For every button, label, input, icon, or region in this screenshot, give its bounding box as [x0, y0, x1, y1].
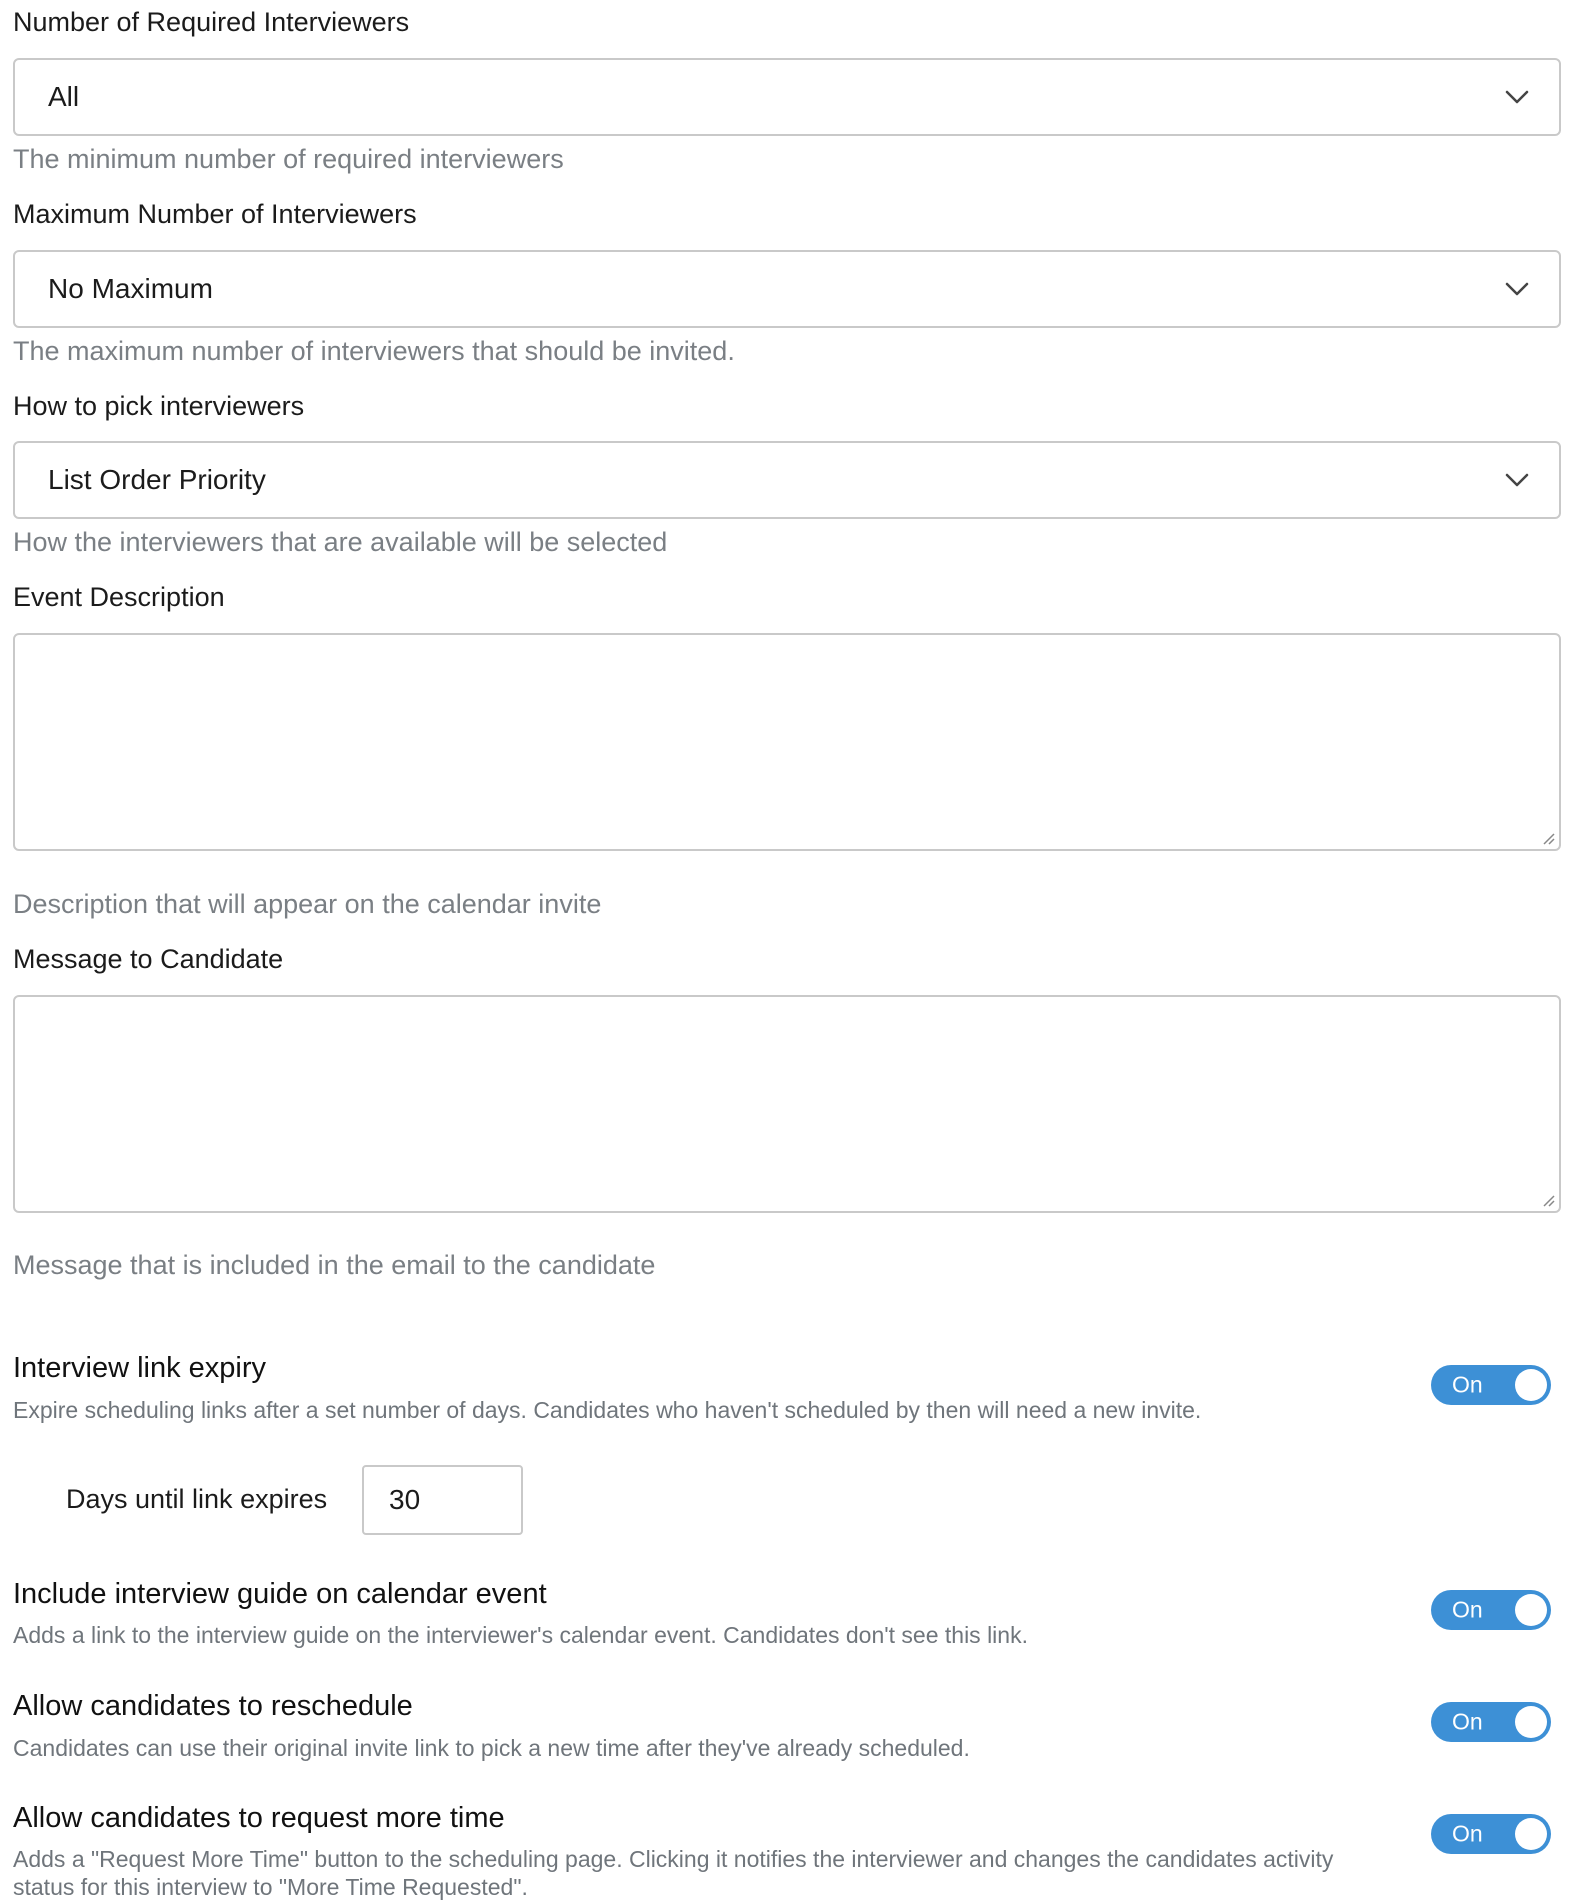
toggle-on-label: On — [1452, 1820, 1483, 1847]
message-to-candidate-label: Message to Candidate — [13, 944, 284, 974]
event-description-label: Event Description — [13, 582, 225, 612]
max-interviewers-help: The maximum number of interviewers that should be invited. — [13, 336, 735, 366]
required-interviewers-value: All — [48, 81, 80, 112]
resize-grip-icon[interactable] — [1541, 1193, 1555, 1207]
days-until-expiry-input[interactable] — [362, 1465, 523, 1535]
toggle-on-label: On — [1452, 1596, 1483, 1623]
interview-guide-toggle[interactable] — [1431, 1590, 1551, 1630]
reschedule-description: Candidates can use their original invite link to pick a new time after they've already scheduled. — [13, 1735, 970, 1761]
message-to-candidate-help: Message that is included in the email to the candidate — [13, 1250, 656, 1280]
required-interviewers-help: The minimum number of required interviewers — [13, 144, 564, 174]
toggle-on-label: On — [1452, 1371, 1483, 1398]
chevron-down-icon — [1505, 90, 1529, 104]
days-until-expiry-label: Days until link expires — [66, 1484, 328, 1514]
chevron-down-icon — [1505, 282, 1529, 296]
chevron-down-icon — [1505, 473, 1529, 487]
toggle-knob — [1515, 1369, 1547, 1401]
reschedule-toggle[interactable] — [1431, 1702, 1551, 1742]
event-description-textarea[interactable] — [13, 633, 1561, 851]
link-expiry-toggle[interactable] — [1431, 1365, 1551, 1405]
required-interviewers-select[interactable] — [13, 58, 1561, 136]
pick-interviewers-value: List Order Priority — [48, 464, 266, 495]
toggle-knob — [1515, 1706, 1547, 1738]
toggle-knob — [1515, 1594, 1547, 1626]
interview-guide-description: Adds a link to the interview guide on the interviewer's calendar event. Candidates don't see this link. — [13, 1622, 1028, 1648]
max-interviewers-value: No Maximum — [48, 273, 213, 304]
max-interviewers-select[interactable] — [13, 250, 1561, 328]
resize-grip-icon[interactable] — [1541, 831, 1555, 845]
more-time-description: Adds a "Request More Time" button to the scheduling page. Clicking it notifies the interviewer and changes the candidates activity status for this interview to "More Time Requested". — [13, 1846, 1334, 1900]
more-time-title: Allow candidates to request more time — [13, 1802, 505, 1834]
more-time-toggle[interactable] — [1431, 1814, 1551, 1854]
interview-guide-title: Include interview guide on calendar event — [13, 1578, 547, 1610]
max-interviewers-label: Maximum Number of Interviewers — [13, 199, 417, 229]
toggle-on-label: On — [1452, 1708, 1483, 1735]
message-to-candidate-textarea[interactable] — [13, 995, 1561, 1213]
link-expiry-title: Interview link expiry — [13, 1352, 267, 1384]
required-interviewers-label: Number of Required Interviewers — [13, 7, 410, 37]
toggle-knob — [1515, 1818, 1547, 1850]
pick-interviewers-label: How to pick interviewers — [13, 391, 305, 421]
days-until-expiry-value: 30 — [389, 1484, 421, 1515]
pick-interviewers-select[interactable] — [13, 441, 1561, 519]
event-description-help: Description that will appear on the calendar invite — [13, 889, 602, 919]
pick-interviewers-help: How the interviewers that are available will be selected — [13, 527, 668, 557]
link-expiry-description: Expire scheduling links after a set number of days. Candidates who haven't scheduled by then will need a new invite. — [13, 1397, 1202, 1423]
reschedule-title: Allow candidates to reschedule — [13, 1690, 413, 1722]
